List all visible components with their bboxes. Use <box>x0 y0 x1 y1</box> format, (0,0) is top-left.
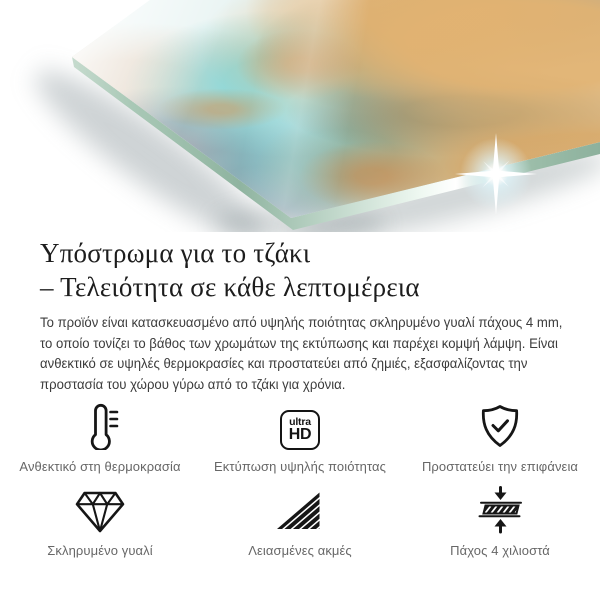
ultra-hd-badge-top-text: ultra <box>289 416 311 428</box>
product-title-line2: – Τελειότητα σε κάθε λεπτομέρεια <box>40 272 420 302</box>
product-description-text <box>40 312 563 394</box>
thickness-icon <box>476 486 524 534</box>
feature-item-protection <box>400 402 600 474</box>
feature-label: Λειασμένες ακμές <box>248 543 352 558</box>
product-title-line1: Υπόστρωμα για το τζάκι <box>40 238 311 268</box>
feature-label: Πάχος 4 χιλιοστά <box>450 543 550 558</box>
ultra-hd-icon <box>280 402 320 450</box>
product-text-section <box>0 236 600 558</box>
feature-item-tempered-glass <box>0 486 200 558</box>
sparkle-highlight-icon <box>452 130 540 218</box>
description-line: Το προϊόν είναι κατασκευασμένο από υψηλής ποιότητας σκληρυμένο γυαλί πάχους 4 mm, <box>40 314 563 330</box>
description-line: ανθεκτικό σε υψηλές θερμοκρασίες και προστατεύει από ζημιές, εξασφαλίζοντας την <box>40 355 528 371</box>
feature-item-temperature <box>0 402 200 474</box>
feature-item-polished-edges <box>200 486 400 558</box>
ultra-hd-badge <box>280 410 320 450</box>
feature-item-thickness <box>400 486 600 558</box>
ultra-hd-badge-bottom-text: HD <box>288 426 312 443</box>
description-line: προστασία του χώρου γύρω από το τζάκι για χρόνια. <box>40 375 346 392</box>
product-title <box>40 236 560 304</box>
feature-label: Προστατεύει την επιφάνεια <box>421 459 579 474</box>
description-line: το οποίο τονίζει το βάθος των χρωμάτων της εκτύπωσης και παρέχει κομψή λάμψη. Είναι <box>40 334 558 351</box>
diamond-icon <box>74 486 126 534</box>
shield-check-icon <box>477 402 523 450</box>
thermometer-icon <box>76 402 124 450</box>
features-grid <box>0 402 600 558</box>
product-glass-panel-image <box>0 0 600 232</box>
feature-label: Ανθεκτικό στη θερμοκρασία <box>19 459 181 474</box>
feature-label: Σκληρυμένο γυαλί <box>47 543 153 558</box>
feature-item-print-quality <box>200 402 400 474</box>
feature-label: Εκτύπωση υψηλής ποιότητας <box>214 459 386 474</box>
polished-edges-icon <box>272 486 328 534</box>
